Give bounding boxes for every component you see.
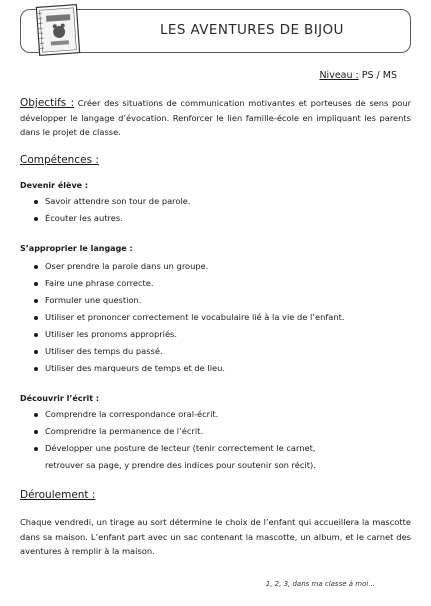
competence-item: Faire une phrase correcte.	[45, 278, 154, 288]
bullet-icon	[34, 447, 38, 451]
competence-item: Utiliser des marqueurs de temps et de lieu.	[45, 363, 226, 373]
bullet-icon	[34, 217, 38, 221]
competence-item: Oser prendre la parole dans un groupe.	[45, 261, 209, 271]
competence-item: Utiliser les pronoms appropriés.	[45, 329, 178, 339]
competence-item-continuation: retrouver sa page, y prendre des indices pour soutenir son récit).	[45, 460, 316, 470]
objectifs-paragraph	[20, 96, 411, 140]
objectifs-text: Créer des situations de communication motivantes et porteuses de sens pour développer le langage d’évocation. Renforcer le lien famille-école en impliquant les parents dans le projet de classe.	[20, 98, 411, 137]
deroulement-heading: Déroulement :	[20, 489, 96, 501]
bullet-icon	[34, 316, 38, 320]
level-line	[319, 70, 397, 81]
level-label: Niveau :	[319, 70, 359, 81]
bullet-icon	[34, 430, 38, 434]
competences-heading: Compétences :	[20, 154, 99, 166]
level-value: PS / MS	[361, 70, 397, 81]
bullet-icon	[34, 333, 38, 337]
booklet-logo-icon	[34, 3, 82, 58]
competence-item: Formuler une question.	[45, 295, 142, 305]
page-title: LES AVENTURES DE BIJOU	[160, 22, 344, 38]
footer-signature: 1, 2, 3, dans ma classe à moi...	[265, 580, 375, 588]
competence-item: Comprendre la correspondance oral-écrit.	[45, 409, 219, 419]
bullet-icon	[34, 367, 38, 371]
group-title-langage: S’approprier le langage :	[20, 244, 133, 253]
objectifs-label: Objectifs :	[20, 97, 75, 109]
competence-item: Écouter les autres.	[45, 213, 123, 223]
bullet-icon	[34, 299, 38, 303]
bullet-icon	[34, 265, 38, 269]
competence-item: Développer une posture de lecteur (tenir correctement le carnet,	[45, 443, 316, 453]
competence-item: Utiliser des temps du passé.	[45, 346, 163, 356]
bullet-icon	[34, 413, 38, 417]
group-title-ecrit: Découvrir l’écrit :	[20, 394, 100, 403]
competence-item: Savoir attendre son tour de parole.	[45, 196, 191, 206]
competence-item: Comprendre la permanence de l’écrit.	[45, 426, 204, 436]
deroulement-paragraph: Chaque vendredi, un tirage au sort détermine le choix de l’enfant qui accueillera la mascotte dans sa maison. L’enfant part avec un sac contenant la mascotte, un album, et le carnet des aventures à remplir à la maison.	[20, 517, 411, 556]
bullet-icon	[34, 282, 38, 286]
group-title-devenir-eleve: Devenir élève :	[20, 181, 89, 190]
competence-item: Utiliser et prononcer correctement le vocabulaire lié à la vie de l’enfant.	[45, 312, 345, 322]
bullet-icon	[34, 350, 38, 354]
bullet-icon	[34, 200, 38, 204]
